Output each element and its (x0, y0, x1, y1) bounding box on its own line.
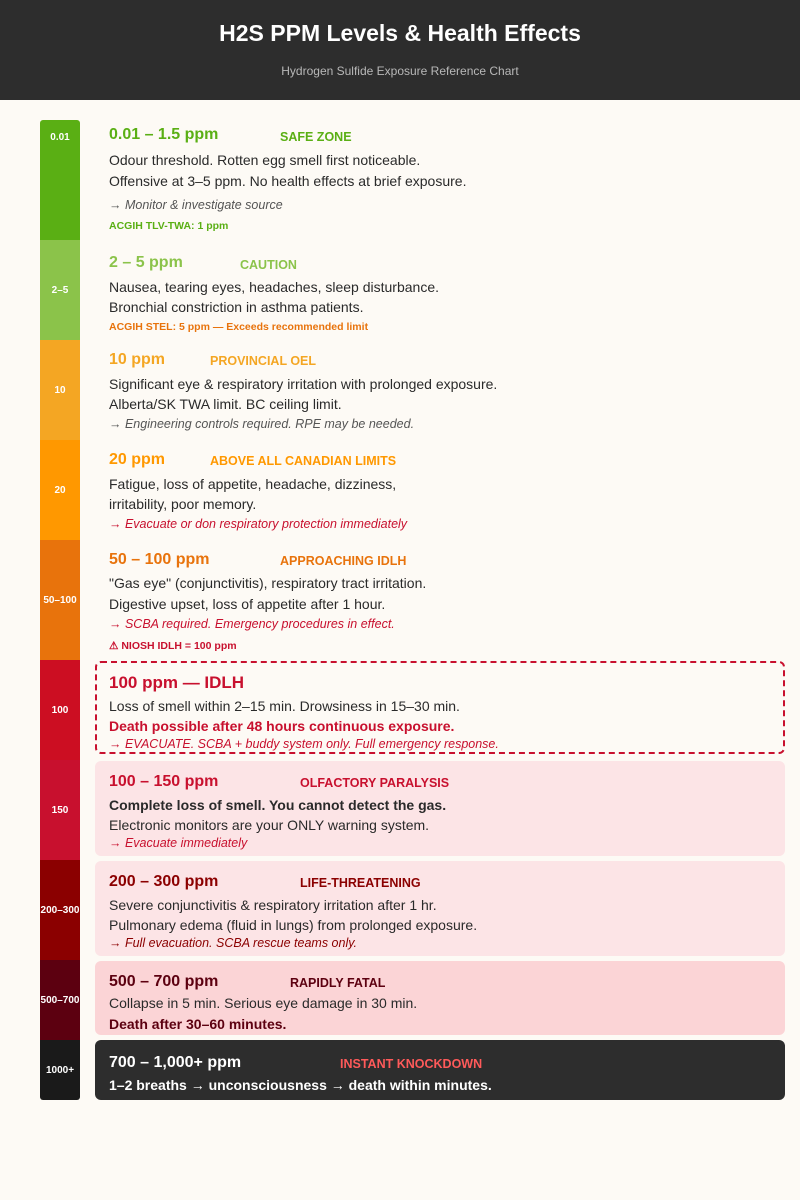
section-provincial-oel (95, 340, 785, 440)
level-range: 700 – 1,000+ ppm (109, 1054, 242, 1071)
level-tag: ABOVE ALL CANADIAN LIMITS (210, 454, 397, 468)
level-text: Odour threshold. Rotten egg smell first noticeable. (109, 152, 421, 168)
level-tag: OLFACTORY PARALYSIS (300, 776, 450, 790)
level-text: "Gas eye" (conjunctivitis), respiratory tract irritation. (109, 575, 427, 591)
level-note: ACGIH STEL: 5 ppm — Exceeds recommended limit (109, 321, 369, 333)
level-tag: RAPIDLY FATAL (290, 976, 386, 990)
scale-label: 10 (54, 384, 66, 396)
scale-segment-idlh (40, 660, 80, 760)
level-text: Digestive upset, loss of appetite after 1 hour. (109, 596, 386, 612)
scale-label: 2–5 (51, 284, 69, 296)
scale-label: 200–300 (40, 904, 80, 916)
scale-label: 100 (51, 704, 69, 716)
level-range: 100 – 150 ppm (109, 773, 219, 790)
level-tag: SAFE ZONE (280, 130, 352, 144)
level-text: Collapse in 5 min. Serious eye damage in 30 min. (109, 995, 418, 1011)
level-text: Electronic monitors are your ONLY warning system. (109, 817, 430, 833)
scale-label: 500–700 (40, 994, 80, 1006)
level-text: irritability, poor memory. (109, 496, 257, 512)
scale-segment-olfactory (40, 760, 80, 860)
level-text: Significant eye & respiratory irritation with prolonged exposure. (109, 376, 498, 392)
scale-segment-life (40, 860, 80, 960)
level-text: Bronchial constriction in asthma patients. (109, 299, 364, 315)
level-text: Offensive at 3–5 ppm. No health effects at brief exposure. (109, 173, 467, 189)
level-action: → EVACUATE. SCBA + buddy system only. Full emergency response. (109, 737, 499, 751)
section-rapidly-fatal (95, 961, 785, 1035)
section-life-threatening (95, 861, 785, 956)
level-action: → Evacuate or don respiratory protection immediately (109, 517, 408, 531)
scale-label: 150 (51, 804, 69, 816)
level-range: 0.01 – 1.5 ppm (109, 126, 219, 143)
level-action: → Engineering controls required. RPE may be needed. (109, 417, 415, 431)
level-range: 10 ppm (109, 351, 166, 368)
level-range: 50 – 100 ppm (109, 551, 210, 568)
level-tag: CAUTION (240, 258, 297, 272)
section-approaching-idlh (95, 540, 785, 660)
level-text: Loss of smell within 2–15 min. Drowsiness in 15–30 min. (109, 698, 460, 714)
level-text: Severe conjunctivitis & respiratory irritation after 1 hr. (109, 897, 437, 913)
section-idlh (95, 661, 785, 754)
scale-segment-instant (40, 1040, 80, 1100)
level-tag: APPROACHING IDLH (280, 554, 407, 568)
scale-segment-above (40, 440, 80, 540)
section-safe-zone (95, 120, 785, 240)
section-above-limits (95, 440, 785, 540)
level-text: Fatigue, loss of appetite, headache, dizziness, (109, 476, 397, 492)
level-range: 100 ppm — IDLH (109, 673, 245, 692)
level-tag: INSTANT KNOCKDOWN (340, 1057, 483, 1071)
level-text: Nausea, tearing eyes, headaches, sleep disturbance. (109, 279, 439, 295)
scale-segment-approach (40, 540, 80, 660)
level-action: → Full evacuation. SCBA rescue teams only. (109, 936, 358, 950)
page-subtitle: Hydrogen Sulfide Exposure Reference Chart (281, 64, 519, 78)
scale-segment-caution (40, 240, 80, 340)
level-action: → Monitor & investigate source (109, 198, 283, 212)
header (0, 0, 800, 100)
level-text-warning: Death possible after 48 hours continuous exposure. (109, 718, 455, 734)
level-action: → Evacuate immediately (109, 836, 248, 850)
level-range: 2 – 5 ppm (109, 254, 183, 271)
level-note: ⚠ NIOSH IDLH = 100 ppm (109, 640, 237, 652)
scale-label: 1000+ (45, 1064, 75, 1076)
scale-segment-oel (40, 340, 80, 440)
section-caution (95, 240, 785, 340)
scale-segment-safe (40, 120, 80, 240)
section-instant-knockdown (95, 1040, 785, 1100)
level-text-warning: Death after 30–60 minutes. (109, 1016, 287, 1032)
level-range: 500 – 700 ppm (109, 973, 219, 990)
page-title: H2S PPM Levels & Health Effects (219, 20, 581, 46)
scale-segment-fatal (40, 960, 80, 1040)
section-olfactory-paralysis (95, 761, 785, 856)
level-tag: LIFE-THREATENING (300, 876, 421, 890)
level-action: → SCBA required. Emergency procedures in effect. (109, 617, 395, 631)
level-note: ACGIH TLV-TWA: 1 ppm (109, 220, 229, 232)
scale-label: 0.01 (50, 132, 70, 143)
level-range: 20 ppm (109, 451, 166, 468)
scale-label: 50–100 (43, 594, 77, 606)
level-text: Alberta/SK TWA limit. BC ceiling limit. (109, 396, 342, 412)
level-text-warning: 1–2 breaths → unconsciousness → death within minutes. (109, 1077, 492, 1093)
level-tag: PROVINCIAL OEL (210, 354, 317, 368)
level-text: Pulmonary edema (fluid in lungs) from prolonged exposure. (109, 917, 478, 933)
level-range: 200 – 300 ppm (109, 873, 219, 890)
level-text-warning: Complete loss of smell. You cannot detect the gas. (109, 797, 447, 813)
scale-label: 20 (54, 484, 66, 496)
